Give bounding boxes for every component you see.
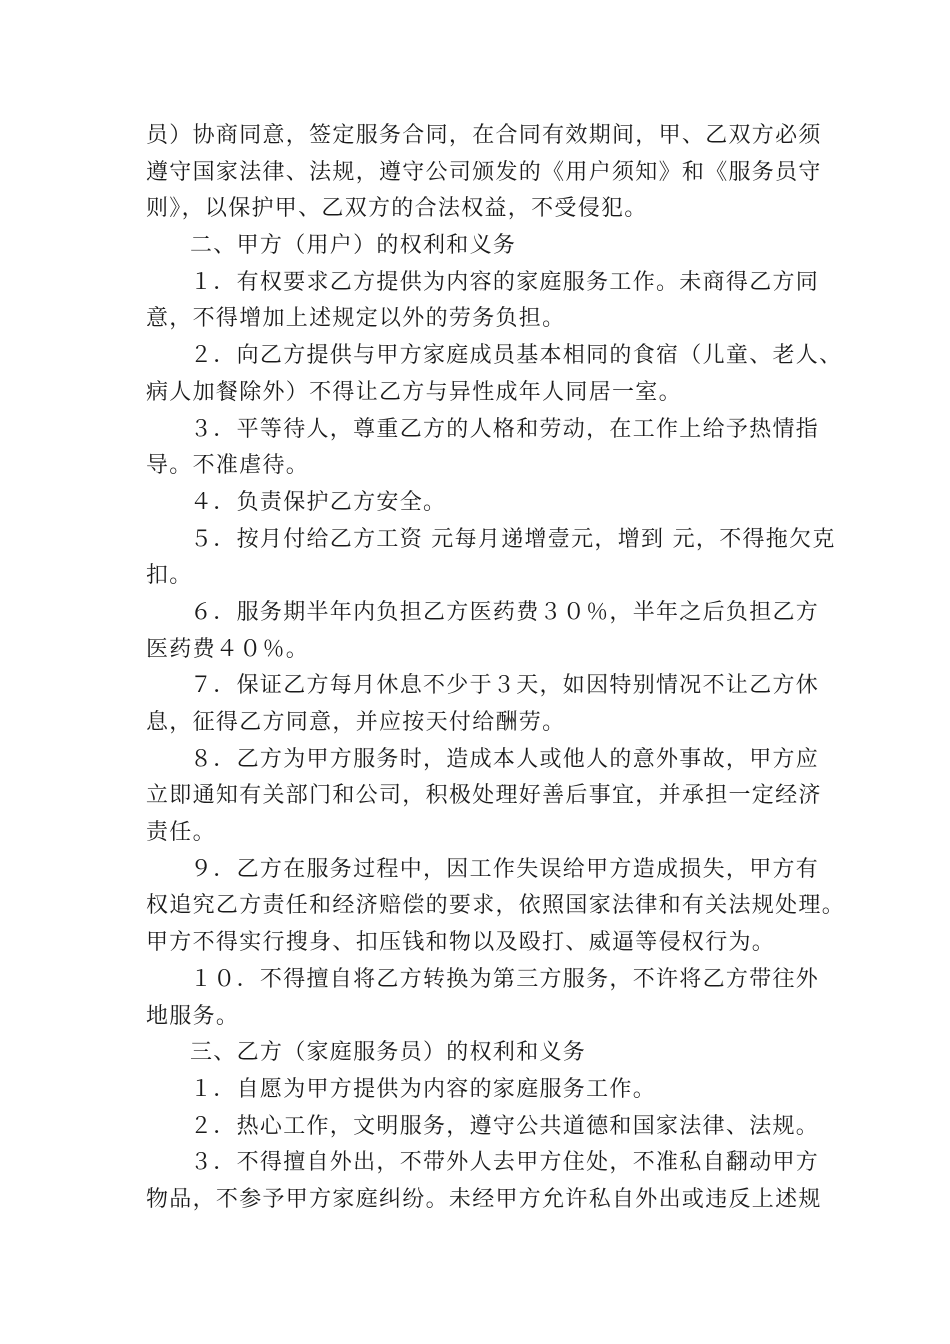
text-line: 息，征得乙方同意，并应按天付给酬劳。 [146,710,566,735]
text-line: 责任。 [146,820,216,846]
text-line: 则》，以保护甲、乙双方的合法权益，不受侵犯。 [146,196,648,222]
text-line: ６．服务期半年内负担乙方医药费３０％，半年之后负担乙方 [190,599,820,625]
text-line: 导。不准虐待。 [146,453,310,479]
text-line: 物品，不参予甲方家庭纠纷。未经甲方允许私自外出或违反上述规 [146,1186,822,1212]
text-line: ３．平等待人，尊重乙方的人格和劳动，在工作上给予热情指 [190,416,820,442]
text-line: 权追究乙方责任和经济赔偿的要求，依照国家法律和有关法规处理。 [146,893,846,919]
text-line: 二、甲方（用户）的权利和义务 [190,233,517,259]
text-line: ８．乙方为甲方服务时，造成本人或他人的意外事故，甲方应 [190,746,820,772]
text-line: １．自愿为甲方提供为内容的家庭服务工作。 [190,1076,657,1102]
text-line: ９．乙方在服务过程中，因工作失误给甲方造成损失，甲方有 [190,856,820,882]
text-line: 医药费４０％。 [146,636,310,662]
text-line: ４．负责保护乙方安全。 [190,489,447,515]
text-line: ５．按月付给乙方工资 元每月递增壹元，增到 元，不得拖欠克 [190,526,836,552]
text-line: １０．不得擅自将乙方转换为第三方服务，不许将乙方带往外 [190,966,820,992]
text-line: ７．保证乙方每月休息不少于３天，如因特别情况不让乙方休 [190,673,820,699]
text-line: １．有权要求乙方提供为内容的家庭服务工作。未商得乙方同 [190,269,820,295]
text-line: 遵守国家法律、法规，遵守公司颁发的《用户须知》和《服务员守 [146,159,822,185]
text-line: 扣。 [146,563,193,589]
text-line: ２．向乙方提供与甲方家庭成员基本相同的食宿（儿童、老人、 [190,343,843,369]
text-line: 甲方不得实行搜身、扣压钱和物以及殴打、威逼等侵权行为。 [146,930,776,956]
text-line: 立即通知有关部门和公司，积极处理好善后事宜，并承担一定经济 [146,783,822,809]
text-line: 三、乙方（家庭服务员）的权利和义务 [190,1040,587,1066]
text-line: 意，不得增加上述规定以外的劳务负担。 [146,306,566,332]
text-line: 病人加餐除外）不得让乙方与异性成年人同居一室。 [146,379,682,405]
text-line: ３．不得擅自外出，不带外人去甲方住处，不准私自翻动甲方 [190,1150,820,1176]
text-line: 员）协商同意，签定服务合同，在合同有效期间，甲、乙双方必须 [146,123,822,148]
text-line: 地服务。 [146,1003,240,1029]
text-line: ２．热心工作，文明服务，遵守公共道德和国家法律、法规。 [190,1113,820,1139]
contract-body [146,118,846,1219]
